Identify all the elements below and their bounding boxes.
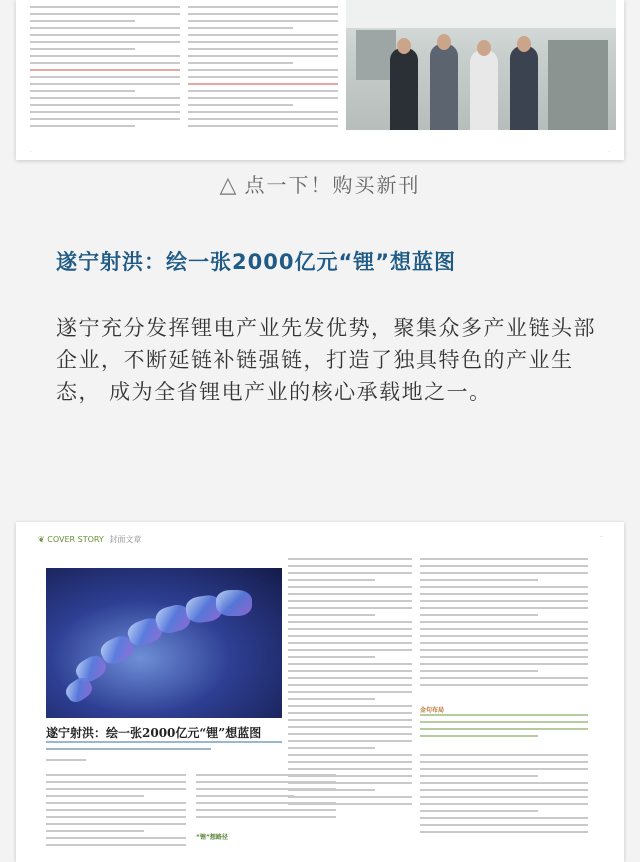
bottom-box-title: “锂”想路径 — [196, 834, 228, 841]
magazine-headline: 遂宁射洪：绘一张2000亿元“锂”想蓝图 — [46, 726, 262, 740]
magazine-spread-bottom — [16, 522, 624, 862]
magazine-author — [46, 759, 86, 766]
bottom-text-column-4 — [46, 774, 186, 851]
side-box-text — [420, 714, 588, 742]
text-column-2 — [188, 6, 338, 132]
magazine-section-header — [38, 534, 141, 545]
factory-photo — [346, 0, 616, 130]
article-summary: 遂宁充分发挥锂电产业先发优势，聚集众多产业链头部企业，不断延链补链强链，打造了独具特色的产业生态， 成为全省锂电产业的核心承载地之一。 — [56, 316, 596, 404]
bottom-text-column-5 — [196, 774, 336, 823]
leaf-icon: ❦ — [38, 535, 45, 544]
article-title: 遂宁射洪：绘一张2000亿元“锂”想蓝图 — [56, 250, 457, 274]
section-name: COVER STORY — [47, 535, 104, 544]
bottom-text-column-3 — [420, 754, 588, 838]
triangle-icon: △ — [219, 173, 239, 198]
magazine-subline — [46, 741, 282, 755]
section-name-cn: 封面文章 — [109, 535, 142, 544]
side-box-title: 金句布局 — [420, 707, 445, 714]
lithium-crystal-image — [46, 568, 282, 718]
bottom-text-column-1 — [288, 558, 412, 810]
buy-new-issue-link[interactable] — [0, 169, 640, 198]
magazine-spread-top: · · — [16, 0, 624, 160]
text-column-1 — [30, 6, 180, 132]
buy-link-label: 点一下！购买新刊 — [244, 173, 421, 197]
bottom-text-column-2 — [420, 558, 588, 691]
header-right-mark: · — [600, 534, 602, 541]
